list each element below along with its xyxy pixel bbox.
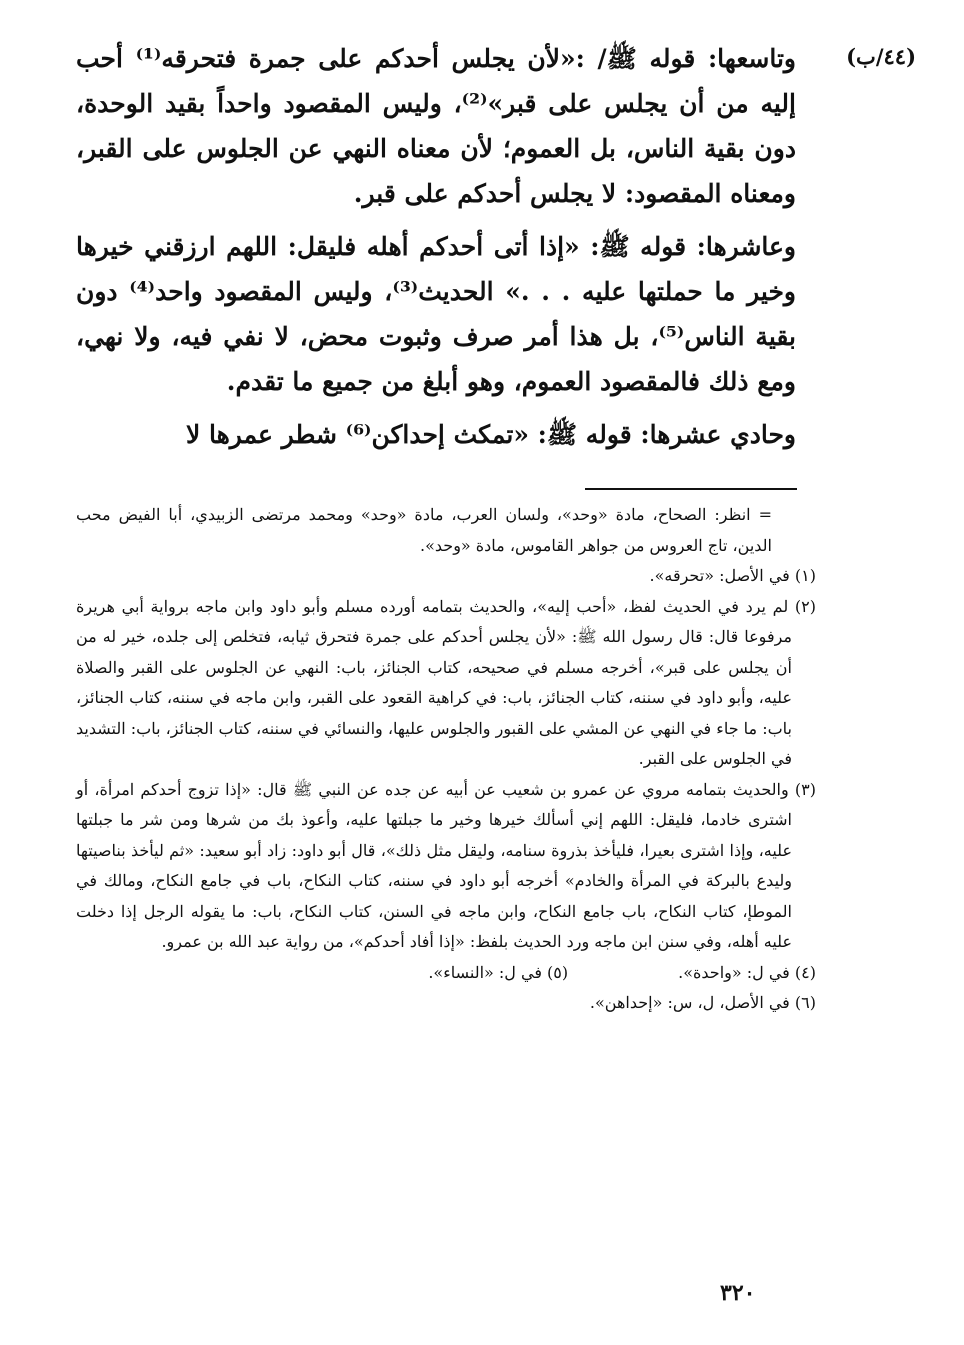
footnote-3: (٣) والحديث بتمامه مروي عن عمرو بن شعيب عن أبيه عن جده عن النبي ﷺ قال: «إذا تزوج أحدكم امرأة، أو اشترى خادما، فليقل: اللهم إني أسألك خيرها وخير ما جبلتها عليه، وأعوذ بك من شرها ومن شر ما جبلتها عليه، وإذا اشترى بعيرا، فليأخذ بذروة سنامه، وليقل مثل ذلك»، قال أبو داود: زاد أبو سعيد: «ثم ليأخذ بناصيتها وليدع بالبركة في المرأة والخادم» أخرجه أبو داود في سننه، كتاب النكاح، باب في جامع النكاح، ومالك في الموطإ، كتاب النكاح، باب جامع النكاح، وابن ماجه في السنن، كتاب النكاح، باب: ما يقوله الرجل إذا دخلت عليه أهله، وفي سنن ابن ماجه ورد الحديث بلفظ: «إذا أفاد أحدكم»، من رواية عبد الله بن عمرو. (76, 779, 816, 951)
footnote-continuation: = انظر: الصحاح، مادة «وحد»، ولسان العرب، مادة «وحد» ومحمد مرتضى الزبيدي، أبا الفيض محب الدين، تاج العروس من جواهر القاموس، مادة «وحد». (76, 505, 772, 555)
footnote-divider (585, 488, 797, 490)
footnote-5: (٥) في ل: «النساء». (428, 962, 569, 982)
footnotes-section (76, 500, 816, 1019)
footnote-row-4-5 (76, 958, 816, 989)
main-text (76, 36, 796, 465)
footnote-4: (٤) في ل: «واحدة». (678, 962, 816, 982)
footnote-6: (٦) في الأصل، ل، س: «إحداهن». (589, 993, 816, 1012)
footnote-2: (٢) لم يرد في الحديث لفظ، «أحب إليه»، والحديث بتمامه أورده مسلم وأبو داود وابن ماجه برواية أبي هريرة مرفوعا قال: قال رسول الله ﷺ: «لأن يجلس أحدكم على جمرة فتحرق ثيابه، فتخلص إلى جلده، خير له من أن يجلس على قبر»، أخرجه مسلم في صحيحه، كتاب الجنائز، باب: النهي عن الجلوس على القبر والصلاة عليه، وأبو داود في سننه، كتاب الجنائز، باب: في كراهية القعود على القبر، وابن ماجه في سننه، كتاب الجنائز، باب: ما جاء في النهي عن المشي على القبور والجلوس عليها، والنسائي في سننه، كتاب الجنائز، باب: التشديد في الجلوس على القبر. (76, 596, 816, 768)
paragraph-eleventh: وحادي عشرها: قوله ﷺ: «تمكث إحداكن⁽⁶⁾ شطر عمرها لا (186, 420, 796, 449)
margin-folio-note: (٤٤/ب) (846, 44, 916, 69)
page-number: ٣٢٠ (720, 1280, 756, 1306)
footnote-1: (١) في الأصل: «تحرقه». (649, 566, 816, 585)
paragraph-tenth: وعاشرها: قوله ﷺ: «إذا أتى أحدكم أهله فليقل: اللهم ارزقني خيرها وخير ما حملتها عليه . . .» الحديث⁽³⁾، وليس المقصود واحد⁽⁴⁾ دون بقية الناس⁽⁵⁾، بل هذا أمر صرف وثبوت محض، لا نفي فيه، ولا نهي، ومع ذلك فالمقصود العموم، وهو أبلغ من جميع ما تقدم. (76, 232, 797, 396)
paragraph-ninth: وتاسعها: قوله ﷺ/ :«لأن يجلس أحدكم على جمرة فتحرقه⁽¹⁾ أحب إليه من أن يجلس على قبر»⁽²⁾، وليس المقصود واحداً بقيد الوحدة، دون بقية الناس، بل العموم؛ لأن معناه النهي عن الجلوس على القبر، ومعناه المقصود: لا يجلس أحدكم على قبر. (76, 44, 796, 208)
